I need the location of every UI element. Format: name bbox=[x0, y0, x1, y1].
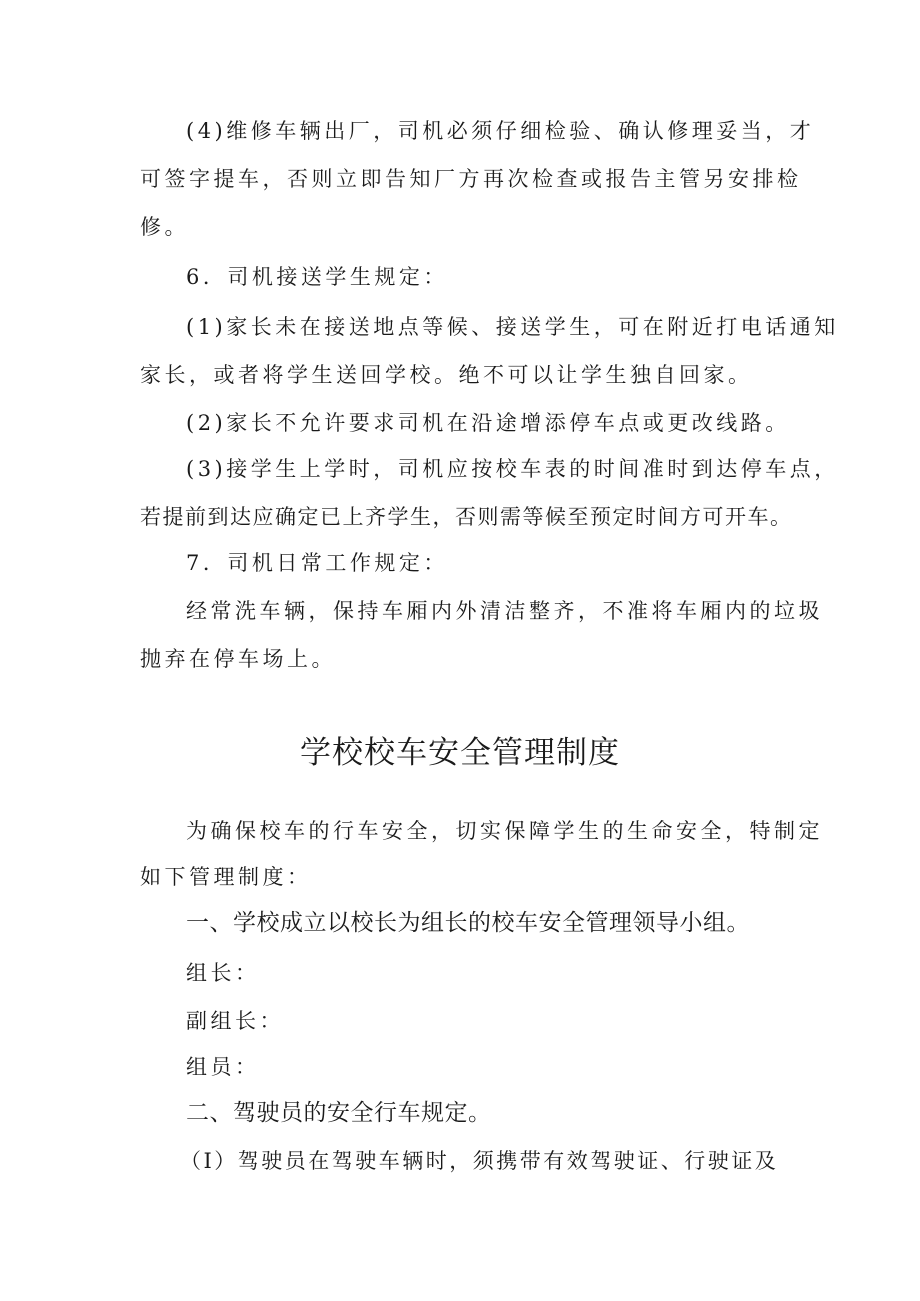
paragraph-line: (1)家长未在接送地点等候、接送学生，可在附近打电话通知 bbox=[186, 315, 839, 339]
role-deputy-leader: 副组长： bbox=[186, 1009, 284, 1033]
paragraph-line: 经常洗车辆，保持车厢内外清洁整齐，不准将车厢内的垃圾 bbox=[186, 599, 823, 623]
paragraph-line: （I）驾驶员在驾驶车辆时，须携带有效驾驶证、行驶证及 bbox=[180, 1149, 779, 1173]
paragraph-line: 若提前到达应确定已上齐学生，否则需等候至预定时间方可开车。 bbox=[140, 505, 793, 529]
role-leader: 组长： bbox=[186, 961, 260, 985]
section-heading-2: 二、驾驶员的安全行车规定。 bbox=[186, 1100, 492, 1126]
paragraph-line: 修。 bbox=[140, 215, 189, 239]
paragraph-line: (4)维修车辆出厂，司机必须仔细检验、确认修理妥当，才 bbox=[186, 119, 815, 143]
paragraph-line: (2)家长不允许要求司机在沿途增添停车点或更改线路。 bbox=[186, 411, 790, 435]
paragraph-line: 可签字提车，否则立即告知厂方再次检查或报告主管另安排检 bbox=[140, 167, 802, 191]
section-heading-1: 一、学校成立以校长为组长的校车安全管理领导小组。 bbox=[186, 910, 750, 936]
intro-line: 如下管理制度： bbox=[140, 865, 312, 889]
section-heading-6: 6．司机接送学生规定： bbox=[186, 265, 448, 289]
paragraph-line: 家长，或者将学生送回学校。绝不可以让学生独自回家。 bbox=[140, 363, 753, 387]
role-member: 组员： bbox=[186, 1055, 260, 1079]
intro-line: 为确保校车的行车安全，切实保障学生的生命安全，特制定 bbox=[186, 819, 823, 843]
paragraph-line: 抛弃在停车场上。 bbox=[140, 647, 336, 671]
paragraph-line: (3)接学生上学时，司机应按校车表的时间准时到达停车点， bbox=[186, 457, 839, 481]
page-title: 学校校车安全管理制度 bbox=[300, 735, 620, 771]
section-heading-7: 7．司机日常工作规定： bbox=[186, 551, 448, 575]
